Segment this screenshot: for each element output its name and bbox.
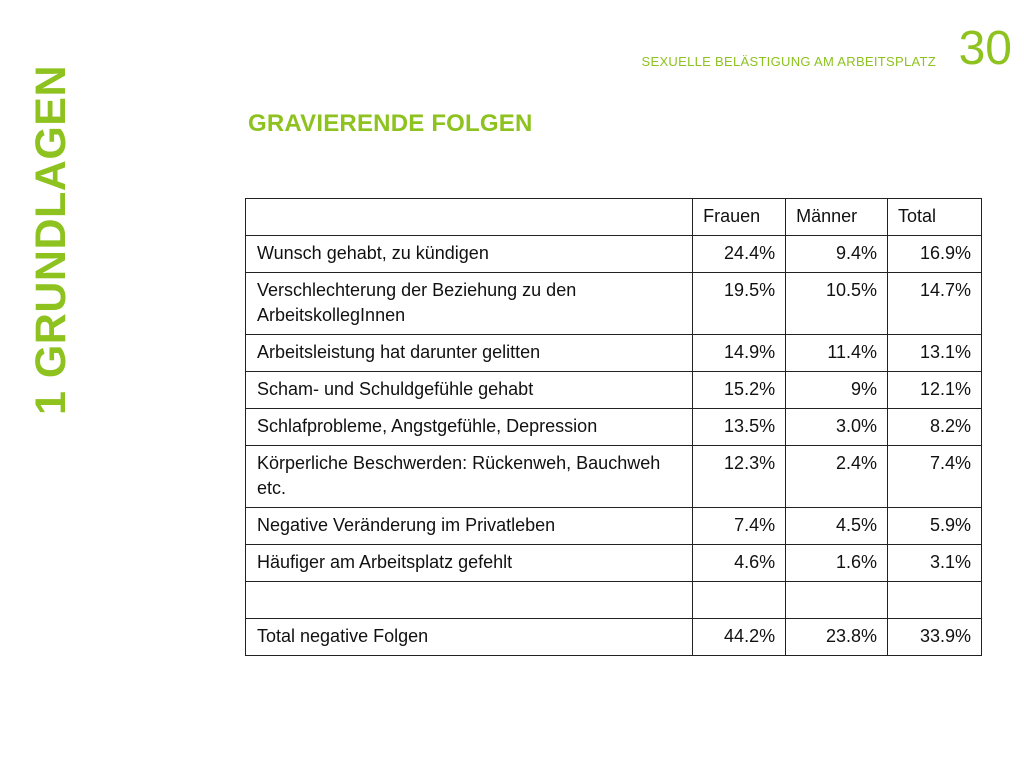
row-label: Schlafprobleme, Angstgefühle, Depression	[246, 409, 693, 446]
cell-total: 33.9%	[888, 619, 982, 656]
cell-total: 7.4%	[888, 446, 982, 508]
table-row-empty	[246, 582, 982, 619]
slide-topic: SEXUELLE BELÄSTIGUNG AM ARBEITSPLATZ	[641, 54, 936, 69]
cell-frauen: 13.5%	[693, 409, 786, 446]
column-header-label	[246, 199, 693, 236]
cell-maenner: 23.8%	[786, 619, 888, 656]
cell-total: 13.1%	[888, 335, 982, 372]
cell-maenner: 9%	[786, 372, 888, 409]
table-row	[246, 236, 982, 273]
cell-maenner	[786, 582, 888, 619]
cell-maenner: 9.4%	[786, 236, 888, 273]
table-row	[246, 545, 982, 582]
table-row	[246, 372, 982, 409]
cell-total	[888, 582, 982, 619]
table-header-row	[246, 199, 982, 236]
cell-total: 8.2%	[888, 409, 982, 446]
section-heading: GRAVIERENDE FOLGEN	[248, 110, 533, 137]
row-label: Total negative Folgen	[246, 619, 693, 656]
row-label	[246, 582, 693, 619]
cell-total: 14.7%	[888, 273, 982, 335]
table-row	[246, 335, 982, 372]
cell-frauen: 4.6%	[693, 545, 786, 582]
cell-frauen: 24.4%	[693, 236, 786, 273]
cell-maenner: 1.6%	[786, 545, 888, 582]
cell-maenner: 2.4%	[786, 446, 888, 508]
table-row	[246, 273, 982, 335]
row-label: Körperliche Beschwerden: Rückenweh, Bauchweh etc.	[246, 446, 693, 508]
cell-frauen: 14.9%	[693, 335, 786, 372]
chapter-title: 1 GRUNDLAGEN	[27, 64, 75, 415]
cell-frauen: 7.4%	[693, 508, 786, 545]
row-label: Wunsch gehabt, zu kündigen	[246, 236, 693, 273]
cell-total: 3.1%	[888, 545, 982, 582]
row-label: Negative Veränderung im Privatleben	[246, 508, 693, 545]
cell-frauen	[693, 582, 786, 619]
cell-maenner: 3.0%	[786, 409, 888, 446]
cell-maenner: 10.5%	[786, 273, 888, 335]
table-row	[246, 446, 982, 508]
cell-maenner: 4.5%	[786, 508, 888, 545]
cell-frauen: 19.5%	[693, 273, 786, 335]
row-label: Scham- und Schuldgefühle gehabt	[246, 372, 693, 409]
column-header-frauen: Frauen	[693, 199, 786, 236]
column-header-maenner: Männer	[786, 199, 888, 236]
cell-frauen: 44.2%	[693, 619, 786, 656]
cell-frauen: 12.3%	[693, 446, 786, 508]
page-number: 30	[958, 22, 1012, 75]
row-label: Arbeitsleistung hat darunter gelitten	[246, 335, 693, 372]
cell-maenner: 11.4%	[786, 335, 888, 372]
column-header-total: Total	[888, 199, 982, 236]
table-row-total	[246, 619, 982, 656]
row-label: Verschlechterung der Beziehung zu den ArbeitskollegInnen	[246, 273, 693, 335]
cell-total: 12.1%	[888, 372, 982, 409]
cell-total: 5.9%	[888, 508, 982, 545]
row-label: Häufiger am Arbeitsplatz gefehlt	[246, 545, 693, 582]
consequences-table	[245, 198, 982, 656]
table-row	[246, 409, 982, 446]
cell-total: 16.9%	[888, 236, 982, 273]
table-row	[246, 508, 982, 545]
cell-frauen: 15.2%	[693, 372, 786, 409]
